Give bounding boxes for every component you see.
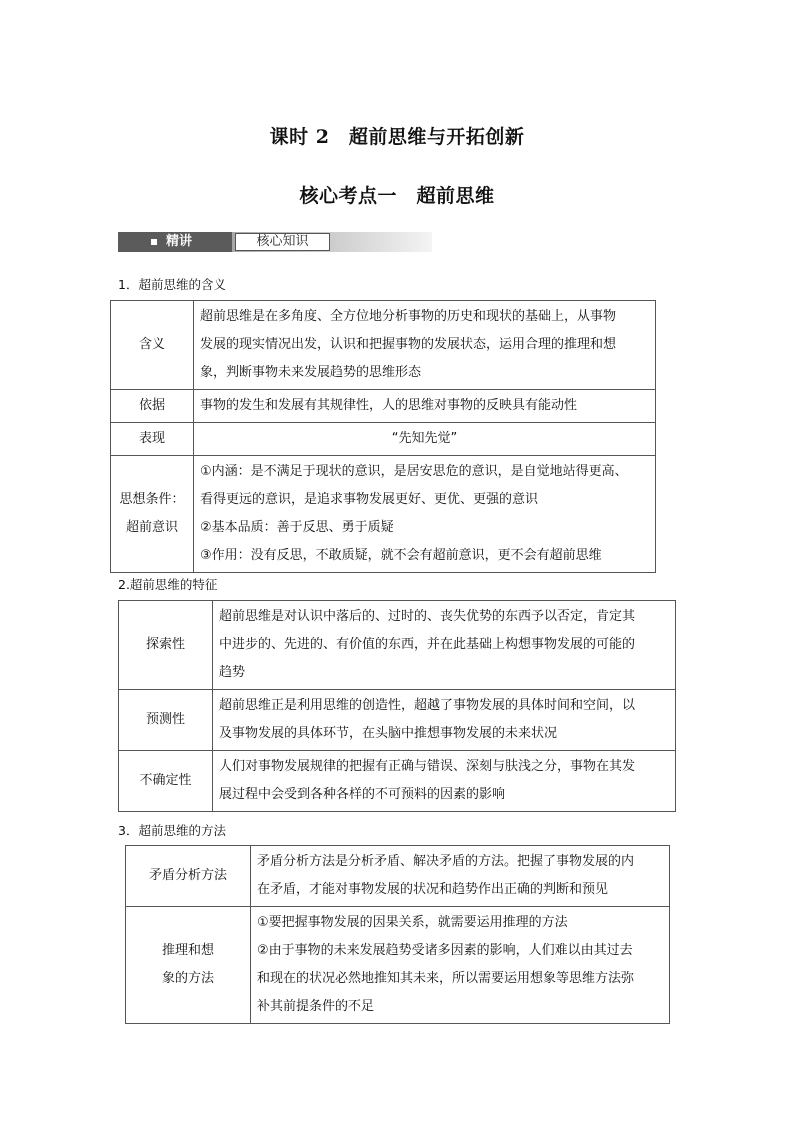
- table-row: [126, 907, 670, 1024]
- label-line: 象的方法: [161, 971, 214, 986]
- table-row: [111, 301, 656, 390]
- content-line: 超前思维正是利用思维的创造性，超越了事物发展的具体时间和空间，以: [219, 698, 636, 713]
- banner-dark-label: 精讲: [166, 234, 193, 249]
- content-line: ①内涵：是不满足于现状的意识，是居安思危的意识，是自觉地站得更高、: [200, 464, 628, 479]
- content-line: 趋势: [219, 665, 246, 680]
- banner-dark-tab: [118, 232, 232, 252]
- row-content: [251, 846, 670, 907]
- content-line: 人们对事物发展规律的把握有正确与错误、深刻与肤浅之分，事物在其发: [219, 759, 636, 774]
- row-label: [126, 907, 251, 1024]
- methods-table: [125, 845, 670, 1024]
- content-line: ③作用：没有反思，不敢质疑，就不会有超前意识，更不会有超前思维: [200, 548, 602, 563]
- content-line: 在矛盾，才能对事物发展的状况和趋势作出正确的判断和预见: [257, 882, 609, 897]
- row-content: [213, 601, 676, 690]
- table-row: [119, 690, 676, 751]
- row-content: [194, 456, 656, 573]
- content-line: 及事物发展的具体环节，在头脑中推想事物发展的未来状况: [219, 726, 558, 741]
- section3-heading: 3．超前思维的方法: [118, 823, 226, 838]
- content-line: 矛盾分析方法是分析矛盾、解决矛盾的方法。把握了事物发展的内: [257, 854, 635, 869]
- core-point-title: 核心考点一 超前思维: [299, 185, 495, 207]
- table-row: [119, 751, 676, 812]
- row-label: 表现: [111, 423, 194, 456]
- section1-heading: 1．超前思维的含义: [118, 277, 226, 292]
- row-content: [251, 907, 670, 1024]
- meaning-table: [110, 300, 656, 573]
- row-label: [111, 456, 194, 573]
- row-label: 探索性: [119, 601, 213, 690]
- table-row: [111, 456, 656, 573]
- row-content: [194, 301, 656, 390]
- row-content: [194, 390, 656, 423]
- label-line: 超前意识: [125, 520, 178, 535]
- square-bullet-icon: [151, 239, 157, 245]
- row-label: 不确定性: [119, 751, 213, 812]
- content-line: 补其前提条件的不足: [257, 999, 375, 1014]
- section2-heading: 2.超前思维的特征: [118, 577, 218, 592]
- lesson-title: 课时 2 超前思维与开拓创新: [269, 126, 525, 148]
- content-line: ②基本品质：善于反思、勇于质疑: [200, 520, 394, 535]
- table-row: [111, 423, 656, 456]
- row-label: 含义: [111, 301, 194, 390]
- content-line: ②由于事物的未来发展趋势受诸多因素的影响，人们难以由其过去: [257, 943, 633, 958]
- content-line: 展过程中会受到各种各样的不可预料的因素的影响: [219, 787, 506, 802]
- row-label: 矛盾分析方法: [126, 846, 251, 907]
- content-line: 事物的发生和发展有其规律性，人的思维对事物的反映具有能动性: [200, 398, 578, 413]
- table-row: [111, 390, 656, 423]
- content-line: 超前思维是在多角度、全方位地分析事物的历史和现状的基础上，从事物: [200, 309, 617, 324]
- content-line: 和现在的状况必然地推知其未来，所以需要运用想象等思维方法弥: [257, 971, 635, 986]
- banner-light-tab: 核心知识: [235, 233, 330, 251]
- table-row: [119, 601, 676, 690]
- content-line: 象，判断事物未来发展趋势的思维形态: [200, 365, 422, 380]
- content-line: 看得更远的意识，是追求事物发展更好、更优、更强的意识: [200, 492, 539, 507]
- label-line: 思想条件：: [119, 492, 185, 507]
- row-content: [213, 690, 676, 751]
- content-line: 发展的现实情况出发，认识和把握事物的发展状态，运用合理的推理和想: [200, 337, 617, 352]
- features-table: [118, 600, 676, 812]
- row-label: 依据: [111, 390, 194, 423]
- row-content: [194, 423, 656, 456]
- content-line: ①要把握事物发展的因果关系，就需要运用推理的方法: [257, 915, 568, 930]
- content-line: 中进步的、先进的、有价值的东西，并在此基础上构想事物发展的可能的: [219, 637, 636, 652]
- section-banner: [118, 232, 432, 252]
- row-label: 预测性: [119, 690, 213, 751]
- label-line: 推理和想: [161, 943, 214, 958]
- table-row: [126, 846, 670, 907]
- row-content: [213, 751, 676, 812]
- content-line: 超前思维是对认识中落后的、过时的、丧失优势的东西予以否定，肯定其: [219, 609, 636, 624]
- content-line: “先知先觉”: [391, 431, 458, 446]
